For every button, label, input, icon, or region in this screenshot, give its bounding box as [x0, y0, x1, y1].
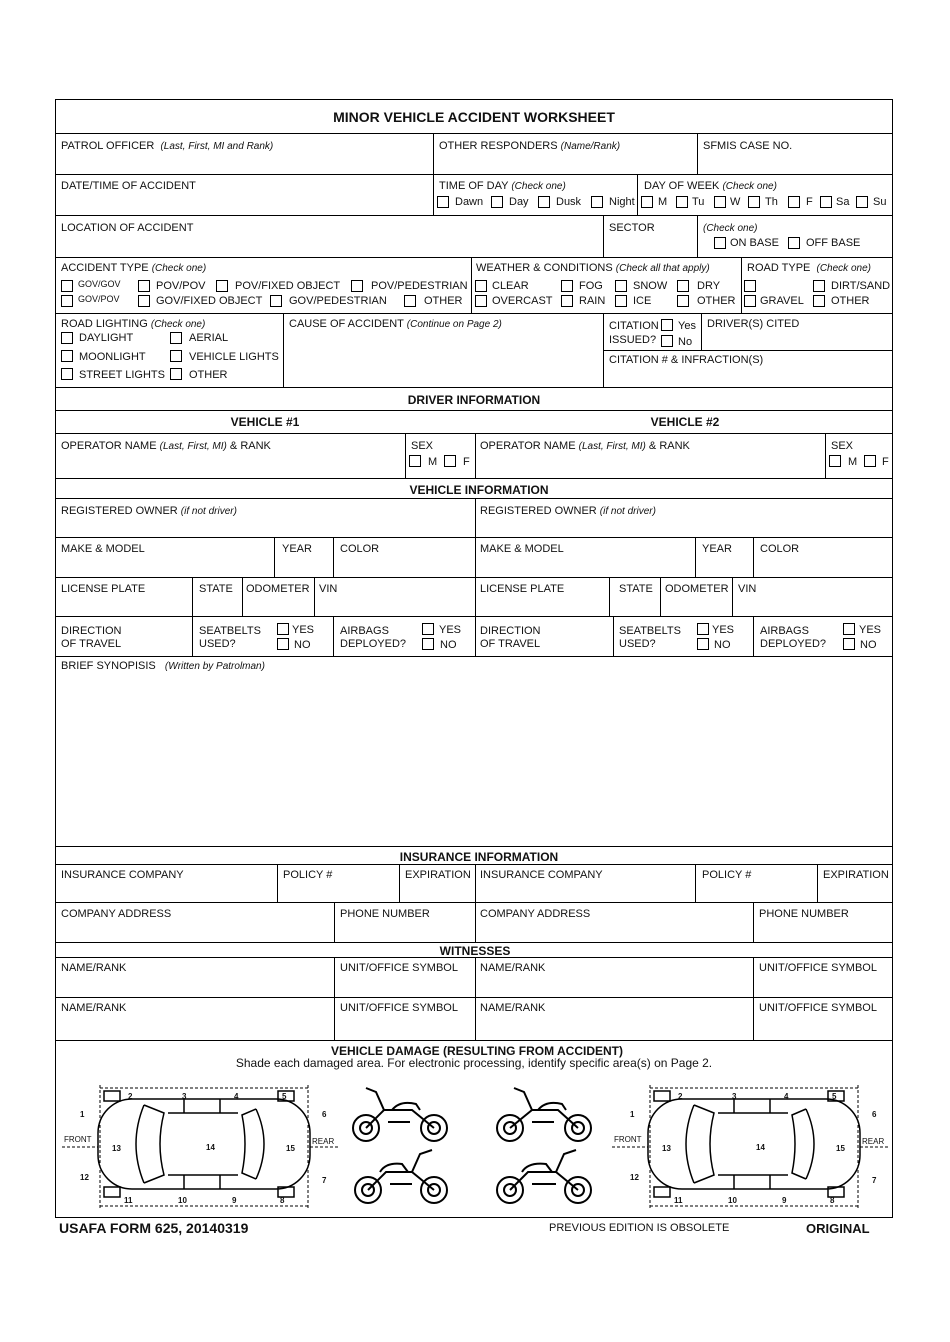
vehicle1-heading: VEHICLE #1 — [230, 415, 300, 429]
paved-checkbox[interactable] — [744, 280, 756, 292]
off-base-checkbox[interactable] — [788, 237, 800, 249]
weather-other-checkbox[interactable] — [677, 295, 689, 307]
pov-fixed-checkbox[interactable] — [216, 280, 228, 292]
operator2-label: OPERATOR NAME (Last, First, MI) & RANK — [480, 440, 690, 452]
seatbelts1-yes-label: YES — [292, 624, 315, 636]
thursday-label: Th — [765, 196, 778, 208]
sex1-m-label: M — [428, 456, 438, 468]
make2-label: MAKE & MODEL — [480, 543, 564, 555]
sex1-f-checkbox[interactable] — [444, 455, 456, 467]
sex1-f-label: F — [463, 456, 470, 468]
day-label: Day — [509, 196, 529, 208]
rain-checkbox[interactable] — [561, 295, 573, 307]
gov-gov-checkbox[interactable] — [61, 280, 73, 292]
airbags1-no-label: NO — [440, 639, 457, 651]
state2-label: STATE — [619, 583, 653, 595]
daylight-checkbox[interactable] — [61, 332, 73, 344]
overcast-checkbox[interactable] — [475, 295, 487, 307]
gov-gov-label: GOV/GOV — [78, 279, 121, 289]
form-id: USAFA FORM 625, 20140319 — [59, 1220, 249, 1236]
area-3-label: 3 — [732, 1092, 737, 1101]
front-label: FRONT — [64, 1135, 92, 1144]
area-3-label: 3 — [182, 1092, 187, 1101]
area-6-label: 6 — [872, 1110, 877, 1119]
off-base-label: OFF BASE — [806, 237, 861, 249]
datetime-label: DATE/TIME OF ACCIDENT — [61, 180, 196, 192]
saturday-label: Sa — [836, 196, 850, 208]
clear-label: CLEAR — [492, 280, 529, 292]
seatbelts2-no-label: NO — [714, 639, 731, 651]
gov-pedestrian-checkbox[interactable] — [270, 295, 282, 307]
dawn-label: Dawn — [455, 196, 484, 208]
base-check-one-label: (Check one) — [703, 223, 758, 234]
airbags1-deployed-label: DEPLOYED? — [340, 638, 407, 650]
tuesday-checkbox[interactable] — [676, 196, 688, 208]
phone2-label: PHONE NUMBER — [759, 908, 849, 920]
vin1-label: VIN — [319, 583, 338, 595]
area-14-label: 14 — [756, 1143, 765, 1152]
area-1-label: 1 — [80, 1110, 85, 1119]
witness4-unit-label: UNIT/OFFICE SYMBOL — [759, 1002, 877, 1014]
sector-label: SECTOR — [609, 222, 655, 234]
thursday-checkbox[interactable] — [748, 196, 760, 208]
citation-no-label: No — [678, 336, 693, 348]
obsolete-note: PREVIOUS EDITION IS OBSOLETE — [549, 1222, 730, 1234]
area-15-label: 15 — [836, 1144, 845, 1153]
seatbelts2-yes-label: YES — [712, 624, 735, 636]
weather-other-label: OTHER — [697, 295, 736, 307]
airbags2-no-label: NO — [860, 639, 877, 651]
clear-checkbox[interactable] — [475, 280, 487, 292]
vehicle-lights-checkbox[interactable] — [170, 350, 182, 362]
insurance1-policy-label: POLICY # — [283, 869, 333, 881]
insurance-heading: INSURANCE INFORMATION — [399, 850, 559, 864]
area-11-label: 11 — [124, 1196, 133, 1205]
on-base-label: ON BASE — [730, 237, 779, 249]
witness3-unit-label: UNIT/OFFICE SYMBOL — [340, 1002, 458, 1014]
insurance2-company-label: INSURANCE COMPANY — [480, 869, 603, 881]
area-13-label: 13 — [662, 1144, 671, 1153]
motorcycle-icons-left[interactable] — [346, 1080, 456, 1212]
area-10-label: 10 — [728, 1196, 737, 1205]
citation-issued-label: ISSUED? — [609, 334, 657, 346]
moonlight-label: MOONLIGHT — [79, 351, 146, 363]
phone1-label: PHONE NUMBER — [340, 908, 430, 920]
witnesses-heading: WITNESSES — [439, 944, 511, 958]
color1-label: COLOR — [340, 543, 380, 555]
odometer2-label: ODOMETER — [665, 583, 729, 595]
sex2-m-label: M — [848, 456, 858, 468]
sunday-label: Su — [873, 196, 887, 208]
area-4-label: 4 — [234, 1092, 239, 1101]
sex1-m-checkbox[interactable] — [409, 455, 421, 467]
gov-pov-label: GOV/POV — [78, 294, 120, 304]
friday-checkbox[interactable] — [788, 196, 800, 208]
damage-subtext: Shade each damaged area. For electronic processing, identify specific area(s) on Page 2. — [235, 1056, 713, 1070]
motorcycle-icons-right[interactable] — [488, 1080, 598, 1212]
road-other-label: OTHER — [831, 295, 870, 307]
monday-label: M — [658, 196, 668, 208]
rear-label: REAR — [862, 1137, 885, 1146]
witness2-unit-label: UNIT/OFFICE SYMBOL — [759, 962, 877, 974]
rear-label: REAR — [312, 1137, 335, 1146]
airbags1-yes-checkbox[interactable] — [422, 623, 434, 635]
gov-pedestrian-label: GOV/PEDESTRIAN — [289, 295, 387, 307]
year2-label: YEAR — [702, 543, 732, 555]
seatbelts2-yes-checkbox[interactable] — [697, 623, 709, 635]
dusk-label: Dusk — [556, 196, 582, 208]
original-label: ORIGINAL — [806, 1221, 870, 1236]
airbags2-deployed-label: DEPLOYED? — [760, 638, 827, 650]
odometer1-label: ODOMETER — [246, 583, 310, 595]
address2-label: COMPANY ADDRESS — [480, 908, 591, 920]
wednesday-checkbox[interactable] — [714, 196, 726, 208]
street-lights-label: STREET LIGHTS — [79, 369, 165, 381]
area-4-label: 4 — [784, 1092, 789, 1101]
area-7-label: 7 — [322, 1176, 327, 1185]
tuesday-label: Tu — [692, 196, 705, 208]
time-of-day-label: TIME OF DAY (Check one) — [439, 180, 566, 192]
seatbelts1-label: SEATBELTS — [199, 625, 261, 637]
daylight-label: DAYLIGHT — [79, 332, 134, 344]
moonlight-checkbox[interactable] — [61, 350, 73, 362]
area-7-label: 7 — [872, 1176, 877, 1185]
car-diagram-left[interactable] — [60, 1085, 340, 1210]
road-type-label: ROAD TYPE (Check one) — [747, 262, 871, 274]
snow-label: SNOW — [633, 280, 668, 292]
citation-yes-checkbox[interactable] — [661, 319, 673, 331]
area-12-label: 12 — [630, 1173, 639, 1182]
street-lights-checkbox[interactable] — [61, 368, 73, 380]
sex1-label: SEX — [411, 440, 434, 452]
seatbelts1-yes-checkbox[interactable] — [277, 623, 289, 635]
on-base-checkbox[interactable] — [714, 237, 726, 249]
sex2-f-label: F — [882, 456, 889, 468]
area-9-label: 9 — [232, 1196, 237, 1205]
sex2-m-checkbox[interactable] — [829, 455, 841, 467]
accident-type-label: ACCIDENT TYPE (Check one) — [61, 262, 207, 274]
airbags2-no-checkbox[interactable] — [843, 638, 855, 650]
witness1-unit-label: UNIT/OFFICE SYMBOL — [340, 962, 458, 974]
road-lighting-label: ROAD LIGHTING (Check one) — [61, 318, 206, 330]
driver-info-heading: DRIVER INFORMATION — [407, 393, 541, 407]
other-responders-label: OTHER RESPONDERS (Name/Rank) — [439, 140, 621, 152]
damage-heading: VEHICLE DAMAGE (RESULTING FROM ACCIDENT) — [331, 1044, 623, 1058]
airbags2-yes-label: YES — [859, 624, 882, 636]
pov-fixed-label: POV/FIXED OBJECT — [235, 280, 341, 292]
airbags2-yes-checkbox[interactable] — [843, 623, 855, 635]
front-label: FRONT — [614, 1135, 642, 1144]
fog-label: FOG — [579, 280, 603, 292]
friday-label: F — [806, 196, 813, 208]
insurance2-policy-label: POLICY # — [702, 869, 752, 881]
color2-label: COLOR — [760, 543, 800, 555]
location-label: LOCATION OF ACCIDENT — [61, 222, 194, 234]
insurance2-expiration-label: EXPIRATION — [823, 869, 889, 881]
citation-label: CITATION — [609, 320, 659, 332]
insurance1-company-label: INSURANCE COMPANY — [61, 869, 184, 881]
witness2-name-label: NAME/RANK — [480, 962, 546, 974]
synopsis-label: BRIEF SYNOPISIS (Written by Patrolman) — [61, 660, 265, 672]
state1-label: STATE — [199, 583, 233, 595]
day-of-week-label: DAY OF WEEK (Check one) — [644, 180, 777, 192]
area-1-label: 1 — [630, 1110, 635, 1119]
dry-checkbox[interactable] — [677, 280, 689, 292]
area-8-label: 8 — [830, 1196, 835, 1205]
insurance1-expiration-label: EXPIRATION — [405, 869, 471, 881]
citation-no-checkbox[interactable] — [661, 335, 673, 347]
seatbelts1-no-checkbox[interactable] — [277, 638, 289, 650]
witness3-name-label: NAME/RANK — [61, 1002, 127, 1014]
day-checkbox[interactable] — [491, 196, 503, 208]
citation-yes-label: Yes — [678, 320, 696, 332]
dusk-checkbox[interactable] — [538, 196, 550, 208]
night-checkbox[interactable] — [591, 196, 603, 208]
gov-pov-checkbox[interactable] — [61, 295, 73, 307]
gov-fixed-checkbox[interactable] — [138, 295, 150, 307]
area-2-label: 2 — [128, 1092, 133, 1101]
cause-label: CAUSE OF ACCIDENT (Continue on Page 2) — [289, 318, 502, 330]
weather-label: WEATHER & CONDITIONS (Check all that apply) — [476, 262, 710, 274]
airbags1-no-checkbox[interactable] — [422, 638, 434, 650]
synopsis-area[interactable] — [56, 676, 892, 844]
area-12-label: 12 — [80, 1173, 89, 1182]
airbags1-label: AIRBAGS — [340, 625, 389, 637]
rain-label: RAIN — [579, 295, 606, 307]
area-9-label: 9 — [782, 1196, 787, 1205]
overcast-label: OVERCAST — [492, 295, 553, 307]
sfmis-case-label: SFMIS CASE NO. — [703, 140, 793, 152]
car-diagram-right[interactable] — [610, 1085, 890, 1210]
airbags2-label: AIRBAGS — [760, 625, 809, 637]
citation-infraction-label: CITATION # & INFRACTION(S) — [609, 354, 764, 366]
drivers-cited-label: DRIVER(S) CITED — [707, 318, 800, 330]
area-11-label: 11 — [674, 1196, 683, 1205]
type-other-checkbox[interactable] — [404, 295, 416, 307]
sex2-f-checkbox[interactable] — [864, 455, 876, 467]
lighting-other-label: OTHER — [189, 369, 228, 381]
seatbelts1-used-label: USED? — [199, 638, 236, 650]
owner2-label: REGISTERED OWNER (if not driver) — [480, 505, 656, 517]
plate1-label: LICENSE PLATE — [61, 583, 146, 595]
pov-pedestrian-checkbox[interactable] — [351, 280, 363, 292]
pov-pedestrian-label: POV/PEDESTRIAN — [371, 280, 468, 292]
year1-label: YEAR — [282, 543, 312, 555]
dry-label: DRY — [697, 280, 721, 292]
night-label: Night — [609, 196, 635, 208]
area-2-label: 2 — [678, 1092, 683, 1101]
operator1-label: OPERATOR NAME (Last, First, MI) & RANK — [61, 440, 271, 452]
plate2-label: LICENSE PLATE — [480, 583, 565, 595]
address1-label: COMPANY ADDRESS — [61, 908, 172, 920]
snow-checkbox[interactable] — [615, 280, 627, 292]
aerial-checkbox[interactable] — [170, 332, 182, 344]
lighting-other-checkbox[interactable] — [170, 368, 182, 380]
of-travel2-label: OF TRAVEL — [480, 638, 541, 650]
patrol-officer-label: PATROL OFFICER (Last, First, MI and Rank) — [61, 140, 274, 152]
seatbelts2-used-label: USED? — [619, 638, 656, 650]
sunday-checkbox[interactable] — [856, 196, 868, 208]
aerial-label: AERIAL — [189, 332, 229, 344]
direction2-label: DIRECTION — [480, 625, 541, 637]
witness1-name-label: NAME/RANK — [61, 962, 127, 974]
area-15-label: 15 — [286, 1144, 295, 1153]
owner1-label: REGISTERED OWNER (if not driver) — [61, 505, 237, 517]
pov-pov-label: POV/POV — [156, 280, 206, 292]
wednesday-label: W — [730, 196, 741, 208]
area-5-label: 5 — [282, 1092, 287, 1101]
gravel-label: GRAVEL — [760, 295, 804, 307]
vehicle2-heading: VEHICLE #2 — [650, 415, 720, 429]
vin2-label: VIN — [738, 583, 757, 595]
seatbelts1-no-label: NO — [294, 639, 311, 651]
gravel-checkbox[interactable] — [744, 295, 756, 307]
area-8-label: 8 — [280, 1196, 285, 1205]
sex2-label: SEX — [831, 440, 854, 452]
seatbelts2-no-checkbox[interactable] — [697, 638, 709, 650]
dawn-checkbox[interactable] — [437, 196, 449, 208]
of-travel1-label: OF TRAVEL — [61, 638, 122, 650]
seatbelts2-label: SEATBELTS — [619, 625, 681, 637]
area-10-label: 10 — [178, 1196, 187, 1205]
pov-pov-checkbox[interactable] — [138, 280, 150, 292]
road-other-checkbox[interactable] — [813, 295, 825, 307]
vehicle-lights-label: VEHICLE LIGHTS — [189, 351, 279, 363]
monday-checkbox[interactable] — [641, 196, 653, 208]
direction1-label: DIRECTION — [61, 625, 122, 637]
form-title: MINOR VEHICLE ACCIDENT WORKSHEET — [333, 109, 615, 125]
type-other-label: OTHER — [424, 295, 463, 307]
area-6-label: 6 — [322, 1110, 327, 1119]
area-14-label: 14 — [206, 1143, 215, 1152]
vehicle-info-heading: VEHICLE INFORMATION — [409, 483, 549, 497]
witness4-name-label: NAME/RANK — [480, 1002, 546, 1014]
gov-fixed-label: GOV/FIXED OBJECT — [156, 295, 263, 307]
dirt-sand-label: DIRT/SAND — [831, 280, 891, 292]
ice-label: ICE — [633, 295, 652, 307]
dirt-sand-checkbox[interactable] — [813, 280, 825, 292]
airbags1-yes-label: YES — [439, 624, 462, 636]
ice-checkbox[interactable] — [615, 295, 627, 307]
fog-checkbox[interactable] — [561, 280, 573, 292]
make1-label: MAKE & MODEL — [61, 543, 145, 555]
saturday-checkbox[interactable] — [820, 196, 832, 208]
area-5-label: 5 — [832, 1092, 837, 1101]
area-13-label: 13 — [112, 1144, 121, 1153]
